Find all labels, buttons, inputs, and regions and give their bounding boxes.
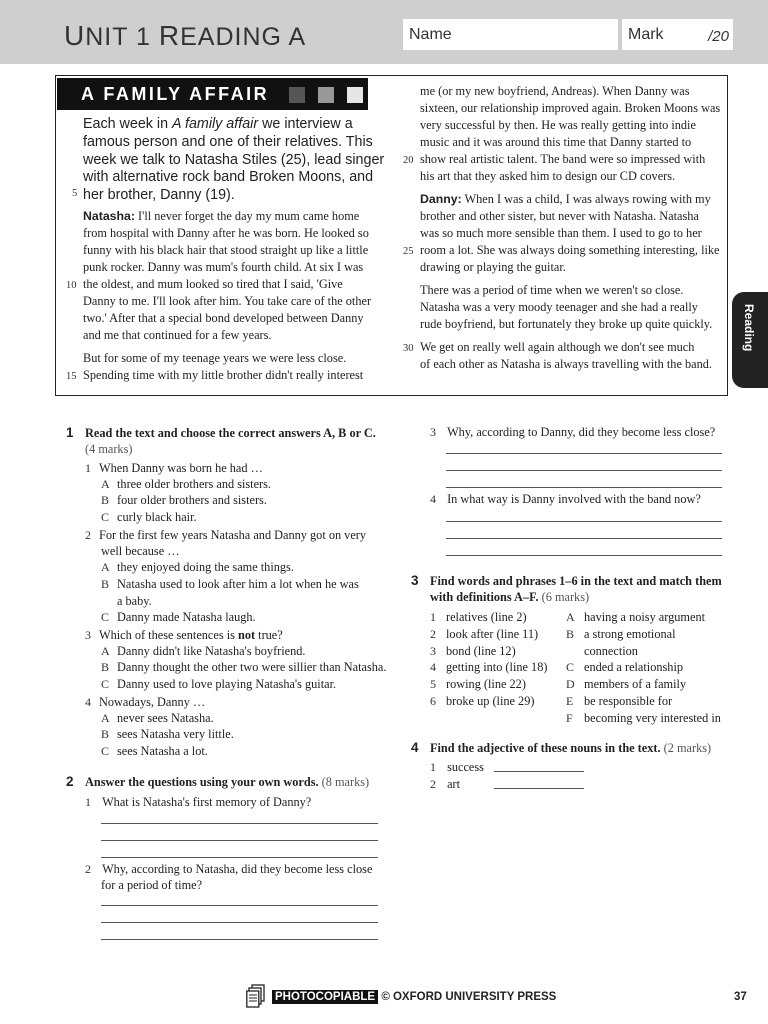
ex2-q3-text: Why, according to Danny, did they become less close?: [447, 425, 716, 439]
reading-title-cap: R: [158, 20, 181, 51]
ex1-option: [101, 577, 359, 592]
article-line-text: funny with his black hair that stood straight up like a little: [83, 243, 369, 257]
answer-line[interactable]: [446, 487, 722, 488]
article-line: [83, 208, 359, 225]
ex1-question-text-part: Which of these sentences is: [99, 628, 238, 643]
intro-italic: A family affair: [172, 116, 259, 132]
answer-line[interactable]: [494, 771, 584, 772]
ex2-q4-text: In what way is Danny involved with the band now?: [447, 492, 701, 506]
mark-label: Mark: [628, 26, 664, 43]
ex1-option-text: Danny used to love playing Natasha's guitar.: [117, 677, 337, 692]
article-line-text: from hospital with Danny after he was born. He looked so: [83, 226, 369, 240]
article-line: [83, 225, 369, 242]
mark-field[interactable]: [622, 19, 733, 50]
exercise-4-number: [411, 739, 419, 757]
exercise-2-number: [66, 773, 74, 791]
answer-line[interactable]: [101, 840, 378, 841]
ex1-option: [101, 644, 306, 659]
article-intro: [83, 116, 393, 205]
ex3-definition-text: members of a family: [584, 677, 687, 692]
article-line-text: sixteen, our relationship improved again. Broken Moons was: [420, 101, 721, 115]
article-line: [420, 259, 566, 276]
ex1-option-text: three older brothers and sisters.: [117, 476, 272, 491]
answer-line[interactable]: [446, 555, 722, 556]
article-line: [83, 367, 363, 384]
ex3-definition: [566, 659, 683, 675]
ex1-option-text: Natasha used to look after him a lot when he was: [117, 576, 359, 591]
ex2-num: 2: [66, 774, 74, 789]
ex4-item-2: [430, 776, 460, 792]
ex3-word-number: 6: [430, 694, 436, 708]
ex1-question-number: 3: [85, 628, 91, 643]
article-line: [83, 276, 343, 293]
ex3-definition-letter: B: [566, 626, 575, 641]
ex3-definition: [566, 643, 638, 659]
ex1-option-letter: A: [101, 476, 110, 491]
ex1-question-emphasis: not: [237, 628, 256, 643]
ex3-word: [430, 693, 534, 709]
answer-line[interactable]: [446, 521, 722, 522]
ex1-question-text: [99, 628, 283, 642]
ex1-option: [101, 711, 214, 726]
ex1-option-text: four older brothers and sisters.: [117, 493, 267, 508]
ex1-option-text: Danny didn't like Natasha's boyfriend.: [117, 643, 306, 658]
ex1-option-text: Danny thought the other two were sillier than Natasha.: [117, 660, 387, 675]
ex3-word: [430, 643, 516, 659]
exercise-4-heading: [430, 740, 730, 756]
photocopy-icon: [246, 984, 266, 1008]
answer-line[interactable]: [446, 538, 722, 539]
ex3-definition: [566, 609, 705, 625]
reading-tab-label: Reading: [742, 304, 756, 352]
ex3-definition: [566, 626, 676, 642]
ex4-item-2-word: art: [447, 777, 461, 791]
answer-line[interactable]: [446, 470, 722, 471]
ex1-option-letter: B: [101, 727, 110, 742]
ex1-option-letter: A: [101, 710, 110, 725]
article-line: [83, 242, 368, 259]
ex3-definition-text: connection: [584, 643, 638, 658]
answer-line[interactable]: [101, 939, 378, 940]
ex2-q1-text: What is Natasha's first memory of Danny?: [102, 795, 312, 809]
ex3-definition-letter: D: [566, 677, 575, 692]
ex1-question-text-end: true?: [255, 628, 283, 643]
name-field[interactable]: [403, 19, 618, 50]
ex3-definition-letter: E: [566, 694, 574, 708]
ex2-q2-text-a: Why, according to Natasha, did they become less close: [102, 862, 373, 876]
ex3-word-number: 3: [430, 643, 436, 658]
article-line-text: show real artistic talent. The band were so impressed with: [420, 152, 706, 166]
ex4-marks: (2 marks): [663, 741, 712, 755]
ex1-question: [85, 694, 205, 710]
article-line-text: brother and other sister, but never with Natasha. Natasha: [420, 209, 699, 223]
ex3-heading-b: with definitions A–F.: [430, 590, 539, 604]
ex1-question-text: [99, 461, 263, 475]
ex1-option-text: they enjoyed doing the same things.: [117, 559, 294, 574]
article-line-text: me (or my new boyfriend, Andreas). When Danny was: [420, 84, 690, 98]
article-line: [83, 350, 346, 367]
ex4-item-1-word: success: [447, 760, 484, 774]
article-line-text: There was a period of time when we weren't so close.: [420, 283, 684, 297]
speaker-label: Danny:: [420, 192, 462, 206]
ex2-q2-text-b: for a period of time?: [101, 878, 203, 892]
ex1-option-letter: B: [101, 576, 110, 591]
square-dark-icon: [289, 87, 305, 103]
ex1-question: [85, 460, 263, 476]
article-line-text: and me that continued for a few years.: [83, 328, 272, 342]
ex3-definition-text: having a noisy argument: [584, 610, 706, 624]
ex1-option: [101, 493, 267, 508]
name-label: Name: [409, 26, 452, 43]
unit-title-cap: U: [64, 20, 86, 51]
article-line-text: of each other as Natasha is always travelling with the band.: [420, 357, 712, 371]
article-line-text: his art that they asked him to design our CD covers.: [420, 169, 676, 183]
article-line: [420, 151, 705, 168]
article-line-text: I'll never forget the day my mum came home: [134, 209, 360, 223]
ex1-option: [101, 610, 256, 625]
ex3-definition-text: a strong emotional: [584, 626, 676, 641]
ex3-word-number: 4: [430, 660, 436, 675]
ex4-num: 4: [411, 740, 419, 755]
unit-title: [64, 20, 306, 52]
article-line-text: We get on really well again although we don't see much: [420, 340, 695, 354]
article-title-bar: [57, 78, 368, 110]
unit-title-rest: NIT 1: [85, 23, 159, 51]
ex3-word-text: bond (line 12): [446, 643, 516, 658]
photocopiable-badge: PHOTOCOPIABLE: [272, 990, 378, 1004]
ex3-word-number: 1: [430, 610, 436, 624]
article-line-text: Natasha was a very moody teenager and she had a really: [420, 300, 698, 314]
ex1-option-letter: C: [101, 510, 110, 525]
article-line-text: very successful by then. He was really getting into indie: [420, 118, 696, 132]
article-line-text: drawing or playing the guitar.: [420, 260, 566, 274]
line-number: 15: [66, 371, 77, 382]
footer-text: © OXFORD UNIVERSITY PRESS: [381, 991, 557, 1003]
article-line-text: music and it was around this time that Danny started to: [420, 135, 692, 149]
ex1-num: 1: [66, 425, 74, 440]
ex4-heading-text: Find the adjective of these nouns in the text.: [430, 741, 661, 755]
ex2-question-1: [85, 794, 311, 810]
ex1-heading-text: Read the text and choose the correct answers A, B or C.: [85, 426, 376, 440]
ex3-word-number: 2: [430, 626, 436, 641]
answer-line[interactable]: [494, 788, 584, 789]
ex1-option: [101, 560, 294, 575]
ex1-option: [101, 477, 271, 492]
ex2-marks: (8 marks): [321, 775, 370, 789]
article-line-text: Spending time with my little brother didn't really interest: [83, 368, 364, 382]
ex1-option-letter: A: [101, 643, 110, 658]
ex1-option-letter: A: [101, 559, 110, 574]
article-line: [420, 282, 683, 299]
intro-text-1: Each week in: [83, 116, 173, 132]
answer-line[interactable]: [101, 905, 378, 906]
ex3-word-text: broke up (line 29): [446, 694, 535, 708]
article-line: [83, 310, 364, 327]
answer-line[interactable]: [101, 823, 378, 824]
footer-copyright: [272, 991, 556, 1003]
article-line: [420, 168, 675, 185]
article-line: [83, 327, 271, 344]
ex1-option-letter: C: [101, 610, 110, 625]
ex3-word: [430, 626, 538, 642]
reading-section-tab[interactable]: [732, 292, 768, 388]
article-line-text: room a lot. She was always doing something interesting, like: [420, 243, 720, 257]
line-number: 20: [403, 155, 414, 166]
article-line-text: was so much more sensible than them. I used to go to her: [420, 226, 702, 240]
article-line: [420, 191, 711, 208]
line-number: 10: [66, 280, 77, 291]
ex1-question-number: 2: [85, 527, 91, 542]
ex1-option: [101, 594, 152, 609]
ex3-heading-a: Find words and phrases 1–6 in the text and match them: [430, 574, 722, 588]
mark-total: /20: [708, 28, 729, 45]
ex1-question: [85, 527, 366, 543]
ex2-q3-num: 3: [430, 425, 436, 439]
line-number: 25: [403, 246, 414, 257]
ex1-option-text: curly black hair.: [117, 510, 197, 525]
exercise-1-number: [66, 424, 74, 442]
ex1-option-letter: B: [101, 493, 110, 508]
ex1-option-letter: C: [101, 744, 110, 759]
square-mid-icon: [318, 87, 334, 103]
ex1-question-text-part: Nowadays, Danny …: [99, 695, 206, 709]
article-line: [83, 293, 371, 310]
page-number: 37: [734, 991, 747, 1003]
ex3-definition: [566, 693, 672, 709]
ex1-option: [101, 744, 208, 759]
article-line: [420, 242, 720, 259]
reading-title-rest: EADING A: [180, 23, 307, 51]
exercise-2-heading: [85, 774, 405, 790]
article-line-text: But for some of my teenage years we were less close.: [83, 351, 347, 365]
ex3-definition-letter: A: [566, 610, 575, 624]
ex3-definition: [566, 710, 721, 726]
article-line-text: rude boyfriend, but fortunately they broke up quite quickly.: [420, 317, 713, 331]
ex1-option: [101, 677, 336, 692]
ex1-question-text-part: When Danny was born he had …: [99, 461, 263, 475]
exercise-3-heading: [430, 573, 730, 605]
article-line: [420, 117, 696, 134]
article-line: [420, 356, 712, 373]
ex4-item-1-num: 1: [430, 760, 436, 774]
ex3-definition-text: ended a relationship: [584, 660, 684, 675]
article-line: [420, 100, 720, 117]
answer-line[interactable]: [101, 922, 378, 923]
ex1-question-text: [99, 528, 366, 542]
ex2-q4-num: 4: [430, 492, 436, 506]
ex1-question-number: 4: [85, 695, 91, 709]
exercise-1-heading: [85, 425, 405, 457]
ex1-question: [85, 627, 283, 643]
article-line: [420, 208, 699, 225]
article-line: [420, 225, 702, 242]
ex3-definition-letter: F: [566, 710, 573, 725]
article-line-text: Danny to me. I'll look after him. You take care of the other: [83, 294, 372, 308]
ex1-option-text: sees Natasha a lot.: [117, 744, 208, 759]
intro-text-2: we interview a famous person and one of their relatives. This week we talk to Natasha Stiles (25), lead singer with alternative rock band Broken Moons, and her brother, Danny (19).: [83, 116, 385, 204]
article-line-text: When I was a child, I was always rowing with my: [461, 192, 711, 206]
ex1-option-letter: C: [101, 677, 110, 692]
ex1-question-number: 1: [85, 461, 91, 475]
answer-line[interactable]: [101, 857, 378, 858]
article-line: [420, 83, 690, 100]
square-light-icon: [347, 87, 363, 103]
ex1-option-text: Danny made Natasha laugh.: [117, 610, 256, 625]
ex1-option-text: a baby.: [117, 593, 152, 608]
ex3-definition-letter: C: [566, 660, 575, 675]
article-title: A FAMILY AFFAIR: [81, 84, 270, 104]
ex2-question-2: [85, 861, 372, 893]
ex1-option-text: never sees Natasha.: [117, 710, 214, 725]
ex3-word-text: getting into (line 18): [446, 660, 548, 675]
ex1-option: [101, 727, 234, 742]
ex3-word: [430, 609, 527, 625]
ex1-question-text-part: For the first few years Natasha and Danny got on very: [99, 527, 367, 542]
ex2-q1-num: 1: [85, 795, 91, 809]
line-number: 5: [72, 188, 78, 199]
ex3-word-text: look after (line 11): [446, 626, 539, 641]
ex3-marks: (6 marks): [541, 590, 590, 604]
ex2-question-4: [430, 491, 701, 507]
ex1-question-text: [99, 695, 205, 709]
ex3-num: 3: [411, 573, 419, 588]
answer-line[interactable]: [446, 453, 722, 454]
article-line: [420, 316, 712, 333]
ex3-definition-text: becoming very interested in: [584, 710, 721, 725]
ex4-item-1: [430, 759, 484, 775]
ex1-option-text: sees Natasha very little.: [117, 727, 234, 742]
ex1-option: [101, 510, 197, 525]
ex1-option-letter: B: [101, 660, 110, 675]
speaker-label: Natasha:: [83, 209, 135, 223]
ex3-word: [430, 659, 547, 675]
article-line: [420, 299, 698, 316]
ex1-marks: (4 marks): [85, 442, 133, 456]
ex3-word-number: 5: [430, 677, 436, 692]
article-line: [83, 259, 363, 276]
article-line: [420, 339, 694, 356]
article-line-text: the oldest, and mum looked so tired that I said, 'Give: [83, 277, 343, 291]
ex3-word-text: relatives (line 2): [446, 610, 527, 624]
article-line-text: two.' After that a special bond developed between Danny: [83, 311, 364, 325]
ex3-definition: [566, 676, 686, 692]
ex3-word-text: rowing (line 22): [446, 677, 526, 692]
ex1-option: [101, 660, 386, 675]
article-line: [420, 134, 691, 151]
ex2-question-3: [430, 424, 715, 440]
ex4-item-2-num: 2: [430, 777, 436, 791]
ex2-heading-text: Answer the questions using your own words.: [85, 775, 319, 789]
ex2-q2-num: 2: [85, 862, 91, 876]
ex3-word: [430, 676, 526, 692]
ex1-question-cont: well because …: [101, 544, 180, 559]
exercise-3-number: [411, 572, 419, 590]
article-line-text: punk rocker. Danny was mum's fourth child. At six I was: [83, 260, 364, 274]
line-number: 30: [403, 343, 414, 354]
ex3-definition-text: be responsible for: [584, 694, 673, 708]
